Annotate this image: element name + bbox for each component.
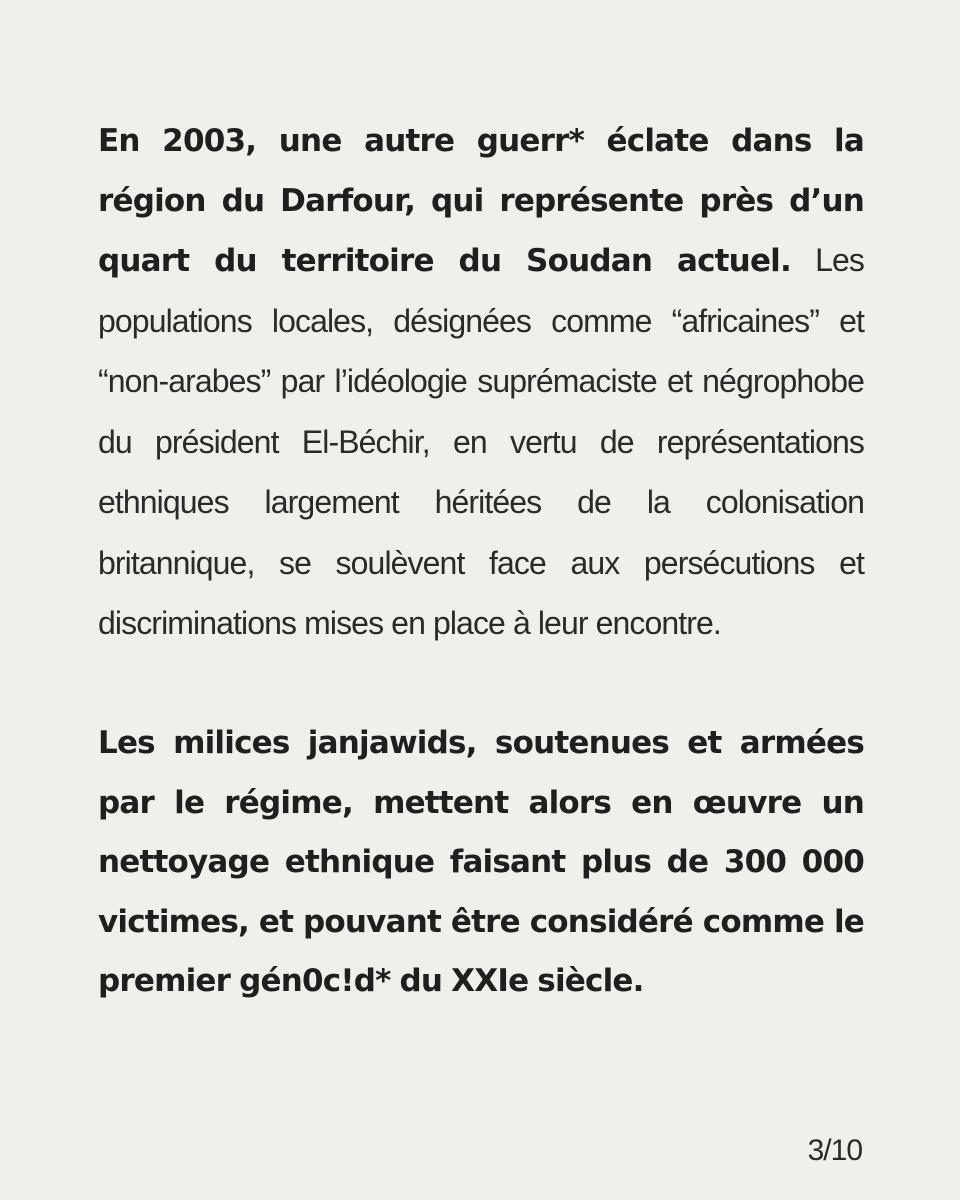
page-number: 3/10 [807, 1134, 862, 1167]
paragraph-darfour-war-bold: En 2003, une autre guerr* éclate dans la région du Darfour, qui représente près d’un quart du territoire du Soudan actuel. [98, 123, 864, 279]
paragraph-darfour-war [98, 112, 864, 655]
paragraph-darfour-war-regular: Les populations locales, désignées comme “africaines” et “non-arabes” par l’idéologie suprémaciste et négrophobe du président El-Béchir, en vertu de représentations ethniques largement héritées de la colonisation britannique, se soulèvent face aux persécutions et discriminations mises en place à leur encontre. [98, 242, 864, 641]
paragraph-janjawid-militias: Les milices janjawids, soutenues et armées par le régime, mettent alors en œuvre un nettoyage ethnique faisant plus de 300 000 victimes, et pouvant être considéré comme le premier gén0c!d* du XXIe siècle. [98, 725, 864, 999]
slide-content [98, 112, 864, 1012]
